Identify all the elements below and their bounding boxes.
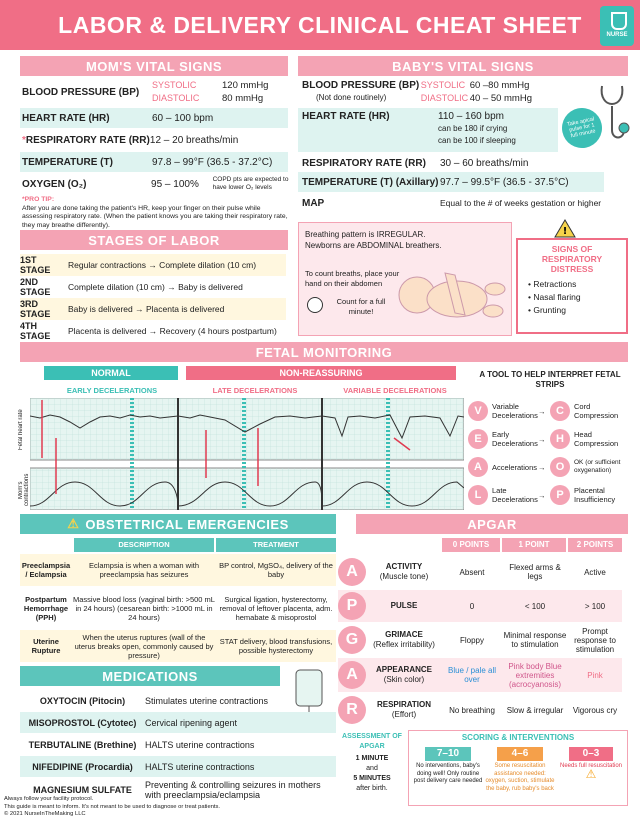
baby-bp-row <box>302 78 532 106</box>
stage-3 <box>20 298 286 320</box>
emergency-treatment: BP control, MgSO₄, delivery of the baby <box>219 561 333 579</box>
apgar-criterion-name: RESPIRATION <box>376 700 432 709</box>
early-decel-label: EARLY DECELERATIONS <box>66 386 158 395</box>
baby-bp-label-group <box>302 80 421 104</box>
apgar-letter: A <box>338 558 366 586</box>
assessment-1min: 1 MINUTE <box>355 755 389 762</box>
apgar-criterion <box>366 601 442 611</box>
apgar-row-appearance <box>338 658 622 692</box>
baby-vitals-title: BABY'S VITAL SIGNS <box>392 58 534 74</box>
emergency-desc: When the uterus ruptures (wall of the uterus breaks open, commonly caused by pressure) <box>74 632 214 660</box>
warning-icon: ⚠ <box>67 516 80 531</box>
score-7-10 <box>413 747 483 786</box>
fetal-monitoring-title: FETAL MONITORING <box>255 344 393 360</box>
apgar-p0: 0 <box>469 601 475 611</box>
apgar-title: APGAR <box>467 516 517 532</box>
stages-title: STAGES OF LABOR <box>88 232 220 248</box>
chop-letter-h: H <box>550 429 570 449</box>
stage-3-desc: Baby is delivered → Placenta is delivered <box>68 304 225 314</box>
stage-1-name: 1ST STAGE <box>20 255 51 275</box>
baby-hr-label: HEART RATE (HR) <box>302 111 390 122</box>
assessment-after: after birth. <box>356 785 388 792</box>
mom-o2-row <box>22 174 290 194</box>
mom-rr-row <box>22 130 290 150</box>
mom-bp-sysdia-labels <box>152 79 222 105</box>
baby-systolic-value: 60 –80 mmHg <box>469 80 530 91</box>
apgar-row-grimace <box>338 624 622 656</box>
breathing-pattern <box>305 229 455 251</box>
stage-2-desc: Complete dilation (10 cm) → Baby is delivered <box>68 282 243 292</box>
description-col-header: DESCRIPTION <box>74 538 214 552</box>
distress-title: SIGNS OF RESPIRATORY DISTRESS <box>541 244 603 274</box>
apgar-p2: Vigorous cry <box>572 705 618 715</box>
apgar-col-headers <box>338 538 622 552</box>
baby-rr-row <box>302 154 628 172</box>
med-desc: Stimulates uterine contractions <box>145 695 269 706</box>
timer-icon <box>307 297 323 313</box>
veal-letter-e: E <box>468 429 488 449</box>
stage-3-name: 3RD STAGE <box>20 299 51 319</box>
chop-text-p: Placental Insufficiency <box>574 486 616 504</box>
mom-bp-values <box>222 79 268 105</box>
apgar-letter: A <box>338 661 366 689</box>
mom-systolic-value: 120 mmHg <box>222 80 269 91</box>
title-banner <box>0 0 640 50</box>
stage-1-desc: Regular contractions → Complete dilation (10 cm) <box>68 260 257 270</box>
apgar-letter: P <box>338 592 366 620</box>
apgar-criterion <box>366 665 442 685</box>
med-name: OXYTOCIN (Pitocin) <box>39 695 126 706</box>
assessment-title: ASSESSMENT OF APGAR <box>342 733 402 750</box>
apgar-p1: < 100 <box>524 601 546 611</box>
contraction-axis-label: Mom's contractions <box>18 473 30 507</box>
mom-temp-row <box>20 152 288 172</box>
stage-2 <box>20 276 286 298</box>
score-desc: Needs full resuscitation <box>559 763 623 769</box>
baby-rr-label: RESPIRATORY RATE (RR) <box>302 157 426 169</box>
apgar-row-pulse <box>338 590 622 622</box>
baby-map-label: MAP <box>302 197 325 209</box>
fetal-strip-graph <box>30 398 464 510</box>
normal-label: NORMAL <box>44 366 178 380</box>
apgar-p1: Slow & irregular <box>506 705 564 715</box>
mom-hr-value: 60 – 100 bpm <box>152 112 214 124</box>
baby-temp-label: TEMPERATURE (T) (Axillary) <box>302 176 439 188</box>
nurse-logo <box>600 6 634 46</box>
footer-line1: Always follow your facility protocol. <box>4 796 94 802</box>
mom-diastolic-value: 80 mmHg <box>222 93 264 104</box>
breathing-pattern-line1: Breathing pattern is IRREGULAR. <box>305 230 426 239</box>
baby-map-row <box>302 194 628 212</box>
chop-text-c: Cord Compression <box>574 402 619 420</box>
apgar-criterion-name: PULSE <box>390 601 418 610</box>
baby-illustration-icon <box>395 253 507 333</box>
assessment-5min: 5 MINUTES <box>353 775 391 782</box>
med-name: NIFEDIPINE (Procardia) <box>32 761 133 772</box>
mom-hr-row <box>20 108 288 128</box>
apgar-p1: Pink body Blue extremities (acrocyanosis) <box>508 661 562 689</box>
mom-rr-value: 12 – 20 breaths/min <box>149 134 239 146</box>
baby-bp-values <box>470 79 532 105</box>
baby-bp-sub: (Not done routinely) <box>316 93 387 102</box>
med-name: MAGNESIUM SULFATE <box>33 785 132 795</box>
apgar-criterion-sub: (Reflex irritability) <box>373 640 435 649</box>
apgar-col-1: 1 POINT <box>502 538 566 552</box>
apgar-p0: No breathing <box>449 705 495 715</box>
baby-bp-label: BLOOD PRESSURE (BP) <box>302 80 420 91</box>
mom-rr-star: * <box>22 134 26 146</box>
apgar-criterion-name: APPEARANCE <box>375 665 432 674</box>
apgar-p2: Prompt response to stimulation <box>574 626 616 654</box>
emergency-name: Postpartum Hemorrhage (PPH) <box>23 594 69 622</box>
fetal-monitoring-header <box>20 342 628 362</box>
med-oxytocin <box>20 690 336 711</box>
apgar-col-2: 2 POINTS <box>568 538 622 552</box>
apgar-letter: G <box>338 626 366 654</box>
pro-tip <box>22 196 288 230</box>
apgar-p2: Active <box>584 567 606 577</box>
stage-4-name: 4TH STAGE <box>20 321 51 341</box>
apgar-p1: Minimal response to stimulation <box>503 631 567 649</box>
apgar-criterion-name: GRIMACE <box>385 630 423 639</box>
score-0-3 <box>557 747 625 781</box>
stage-4-desc: Placenta is delivered → Recovery (4 hours postpartum) <box>68 326 277 336</box>
baby-hr-sleeping: can be 100 if sleeping <box>438 136 516 145</box>
med-desc: Preventing & controlling seizures in mothers with preeclampsia/eclampsia <box>145 780 321 800</box>
med-nifedipine <box>20 756 336 777</box>
veal-letter-v: V <box>468 401 488 421</box>
veal-text-e: Early Decelerations <box>492 430 538 448</box>
count-full-minute: Count for a full minute! <box>336 297 386 316</box>
mom-diastolic-label: DIASTOLIC <box>152 93 200 103</box>
apgar-criterion-name: ACTIVITY <box>385 562 423 571</box>
distress-item-grunting: • Grunting <box>528 305 566 315</box>
mom-bp-row <box>22 78 290 106</box>
assessment-and: and <box>366 765 378 772</box>
baby-hr-values <box>438 111 516 147</box>
medications-title: MEDICATIONS <box>102 668 198 684</box>
emergency-treatment: Surgical ligation, hysterectomy, removal of leftover placenta, adm. hemabate & misoprostol <box>219 594 333 622</box>
veal-letter-l: L <box>468 485 488 505</box>
mom-systolic-label: SYSTOLIC <box>152 80 197 90</box>
breathing-pattern-line2: Newborns are ABDOMINAL breathers. <box>305 241 442 250</box>
stethoscope-icon <box>596 80 632 150</box>
emergency-name: Preeclampsia / Eclampsia <box>21 561 71 579</box>
emergencies-title: OBSTETRICAL EMERGENCIES <box>85 516 289 532</box>
medications-header <box>20 666 280 686</box>
mom-o2-label: OXYGEN (O₂) <box>22 178 87 190</box>
veal-row-a <box>468 452 628 482</box>
baby-temp-value: 97.7 – 99.5°F (36.5 - 37.5°C) <box>440 176 569 188</box>
stage-4 <box>20 320 286 342</box>
pro-tip-text: After you are done taking the patient's HR, keep your finger on their pulse while assessing respiratory rate. (When the patient knows you are taking their respiratory rate, they may breathe differently). <box>22 204 288 229</box>
apgar-p0: Blue / pale all over <box>447 666 497 684</box>
baby-hr-crying: can be 180 if crying <box>438 124 508 133</box>
apical-pulse-badge-text: Take apical pulse for 1 full minute <box>566 116 597 140</box>
emergencies-col-headers <box>20 538 336 552</box>
chop-letter-o: O <box>550 457 570 477</box>
med-terbutaline <box>20 734 336 755</box>
emergency-desc: Massive blood loss (vaginal birth: >500 mL in 24 hours) (cesarean birth: >1000 mL in 24 hours) <box>73 594 215 622</box>
apgar-p0: Absent <box>459 567 485 577</box>
score-desc: Some resuscitation assistance needed: oxygen, suction, stimulate the baby, rub baby's back <box>485 763 555 792</box>
pro-tip-title: *PRO TIP: <box>22 196 55 203</box>
footer-line2: This guide is meant to inform. It's not meant to be used to diagnose or treat patients. <box>4 803 221 810</box>
treatment-col-header: TREATMENT <box>216 538 336 552</box>
emergency-treatment: STAT delivery, blood transfusions, possible hysterectomy <box>219 637 333 655</box>
veal-row-l <box>468 480 628 510</box>
emergency-row-preeclampsia <box>20 554 336 586</box>
baby-diastolic-label: DIASTOLIC <box>420 93 469 103</box>
mom-temp-value: 97.8 – 99°F (36.5 - 37.2°C) <box>152 156 273 168</box>
apgar-criterion-sub: (Effort) <box>391 710 417 719</box>
scoring-title: SCORING & INTERVENTIONS <box>461 733 575 742</box>
med-name: MISOPROSTOL (Cytotec) <box>28 717 137 728</box>
mom-hr-label: HEART RATE (HR) <box>22 112 110 124</box>
emergencies-header <box>20 514 336 534</box>
warning-icon <box>554 218 576 238</box>
baby-systolic-label: SYSTOLIC <box>420 80 466 90</box>
stages-header <box>20 230 288 250</box>
baby-vitals-header <box>298 56 628 76</box>
respiratory-distress-box <box>516 238 628 334</box>
distress-item-retractions: • Retractions <box>528 279 577 289</box>
count-breaths-text: To count breaths, place your hand on their abdomen <box>305 269 400 288</box>
breathing-info-box <box>298 222 512 336</box>
med-desc: HALTS uterine contractions <box>145 761 255 772</box>
score-range: 7–10 <box>425 747 471 761</box>
late-decel-label: LATE DECELERATIONS <box>212 386 298 395</box>
arrow-right-icon: → <box>538 434 546 444</box>
chop-text-o: OK (or sufficient oxygenation) <box>574 459 621 474</box>
veal-row-v <box>468 396 628 426</box>
med-name: TERBUTALINE (Brethine) <box>28 739 137 750</box>
med-desc: Cervical ripening agent <box>145 717 238 728</box>
emergency-desc: Eclampsia is when a woman with preeclampsia has seizures <box>88 561 200 579</box>
baby-hr-row <box>298 108 558 152</box>
apgar-letter: R <box>338 696 366 724</box>
veal-text-a: Accelerations <box>492 462 538 472</box>
baby-bp-sysdia-labels <box>421 79 470 105</box>
arrow-right-icon: → <box>538 462 546 472</box>
mom-temp-label: TEMPERATURE (T) <box>22 156 113 168</box>
apgar-header <box>356 514 628 534</box>
veal-text-l: Late Decelerations <box>492 486 538 504</box>
chop-letter-c: C <box>550 401 570 421</box>
footer-copyright: © 2021 NurseInTheMaking LLC <box>4 811 86 817</box>
apgar-p2: > 100 <box>584 601 606 611</box>
emergency-row-uterine-rupture <box>20 630 336 662</box>
logo-text: NURSE <box>606 32 628 38</box>
variable-decel-label: VARIABLE DECELERATIONS <box>343 386 447 395</box>
warning-icon: ⚠ <box>585 766 597 781</box>
non-reassuring-label: NON-REASSURING <box>186 366 456 380</box>
distress-list <box>522 278 622 317</box>
score-4-6 <box>485 747 555 793</box>
chop-letter-p: P <box>550 485 570 505</box>
arrow-right-icon: → <box>538 406 546 416</box>
mom-o2-note: COPD pts are expected to have lower O₂ levels <box>212 176 289 191</box>
baby-temp-row <box>298 172 604 192</box>
veal-letter-a: A <box>468 457 488 477</box>
distress-item-nasal-flaring: • Nasal flaring <box>528 292 581 302</box>
apgar-criterion <box>366 700 442 720</box>
arrow-right-icon: → <box>538 490 546 500</box>
baby-map-value: Equal to the # of weeks gestation or higher <box>440 198 602 208</box>
med-misoprostol <box>20 712 336 733</box>
mom-o2-value: 95 – 100% <box>151 178 199 190</box>
chop-text-h: Head Compression <box>574 430 619 448</box>
apgar-p2: Pink <box>587 670 603 680</box>
mom-vitals-header <box>20 56 288 76</box>
apgar-assessment-timing <box>342 732 402 802</box>
apgar-criterion <box>366 562 442 582</box>
fhr-axis-label: Fetal heart rate <box>18 409 24 451</box>
baby-rr-value: 30 – 60 breaths/min <box>440 157 529 169</box>
stage-1 <box>20 254 286 276</box>
scoring-box <box>408 730 628 806</box>
mom-rr-label: RESPIRATORY RATE (RR) <box>25 134 150 146</box>
mom-bp-label: BLOOD PRESSURE (BP) <box>22 86 140 98</box>
apgar-criterion-sub: (Muscle tone) <box>379 572 429 581</box>
emergency-row-pph <box>20 588 336 628</box>
apgar-row-respiration <box>338 694 622 726</box>
mom-vitals-title: MOM'S VITAL SIGNS <box>85 58 223 74</box>
baby-hr-value: 110 – 160 bpm <box>438 111 504 122</box>
apgar-criterion <box>366 630 442 650</box>
apgar-criterion-sub: (Skin color) <box>383 675 425 684</box>
svg-text:!: ! <box>562 226 568 237</box>
apgar-p0: Floppy <box>459 635 484 645</box>
apgar-col-0: 0 POINTS <box>442 538 500 552</box>
apgar-row-activity <box>338 556 622 588</box>
med-desc: HALTS uterine contractions <box>145 739 255 750</box>
veal-chop-title: A TOOL TO HELP INTERPRET FETAL STRIPS <box>479 370 621 389</box>
score-range: 4–6 <box>497 747 543 761</box>
score-desc: No interventions, baby's doing well! Only routine post delivery care needed <box>413 763 483 784</box>
stage-2-name: 2ND STAGE <box>20 277 51 297</box>
page-title: LABOR & DELIVERY CLINICAL CHEAT SHEET <box>58 11 582 38</box>
veal-text-v: Variable Decelerations <box>492 402 538 420</box>
emergency-name: Uterine Rupture <box>31 637 61 655</box>
veal-row-e <box>468 424 628 454</box>
score-range: 0–3 <box>569 747 613 761</box>
baby-diastolic-value: 40 – 50 mmHg <box>469 93 532 104</box>
apgar-p1: Flexed arms & legs <box>509 563 561 581</box>
footer <box>4 796 344 819</box>
